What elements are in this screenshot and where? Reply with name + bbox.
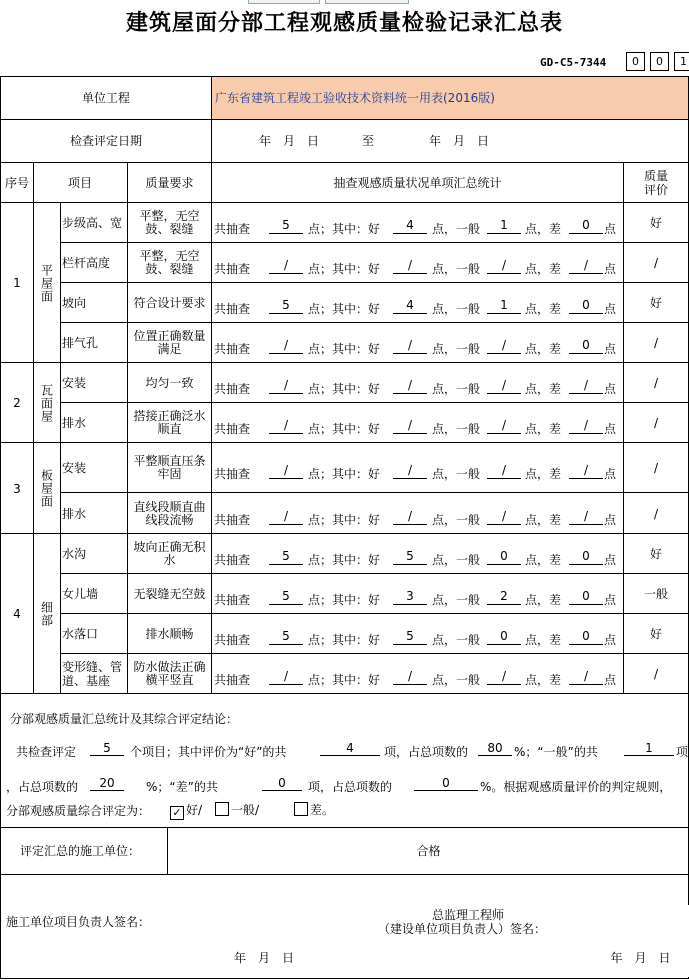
stat-label-bad: 点，差 — [525, 302, 562, 316]
checkbox-good[interactable]: ✓ — [170, 806, 184, 820]
stat-row — [212, 283, 623, 323]
code-box-2: 0 — [650, 52, 669, 71]
stat-row — [212, 574, 623, 614]
group-name — [33, 203, 60, 363]
summary-l2-d: %。根据观感质量评价的判定规则， — [480, 780, 672, 794]
stat-label-points: 点 — [604, 512, 617, 527]
stat-total-value[interactable]: 5 — [269, 549, 303, 565]
quality-evaluation: 好 — [649, 547, 662, 561]
stat-label-normal: 点，一般 — [432, 382, 481, 396]
quality-requirement: 平整，无空鼓、裂缝 — [139, 209, 200, 236]
item-name: 变形缝、管道、基座 — [62, 660, 123, 688]
stat-label-total: 共抽查 — [214, 342, 251, 356]
option-bad[interactable] — [294, 801, 334, 818]
stat-label-total: 共抽查 — [214, 467, 251, 481]
stat-bad-value[interactable]: 0 — [569, 298, 603, 314]
stat-label-bad: 点，差 — [525, 553, 562, 567]
option-normal[interactable] — [215, 801, 259, 818]
stat-bad-value[interactable]: 0 — [569, 629, 603, 645]
stat-label-normal: 点，一般 — [432, 262, 481, 276]
stat-label-bad: 点，差 — [525, 422, 562, 436]
summary-line-3 — [0, 797, 689, 821]
stat-total-value[interactable]: / — [269, 669, 303, 685]
header-req: 质量要求 — [145, 176, 194, 190]
code-box-3: 1 — [674, 52, 689, 71]
quality-requirement: 坡向正确无积水 — [133, 540, 206, 567]
stat-label-points: 点 — [604, 467, 617, 481]
summary-good-count: 4 — [320, 741, 380, 756]
stat-label-points: 点 — [604, 342, 617, 356]
unit-project-label: 单位工程 — [81, 91, 130, 105]
stat-label-bad: 点，差 — [525, 262, 562, 276]
item-name: 安装 — [62, 461, 87, 475]
stat-total-value[interactable]: 5 — [269, 589, 303, 605]
stat-label-good: 点；其中：好 — [308, 382, 381, 396]
stat-label-total: 共抽查 — [214, 633, 251, 647]
stat-bad-value[interactable]: 0 — [569, 589, 603, 605]
quality-requirement: 排水顺畅 — [145, 626, 194, 641]
stat-label-points: 点 — [604, 633, 617, 647]
checkbox-normal[interactable] — [215, 802, 229, 816]
stat-label-bad: 点，差 — [525, 467, 562, 481]
date-label: 检查评定日期 — [69, 134, 142, 148]
summary-bad-count: 0 — [262, 776, 302, 791]
stat-label-points: 点 — [604, 262, 617, 276]
stat-label-normal: 点，一般 — [432, 422, 481, 436]
item-name: 水沟 — [62, 547, 87, 561]
stat-label-points: 点 — [604, 593, 617, 607]
stat-label-points: 点 — [604, 302, 617, 316]
stat-label-normal: 点，一般 — [432, 512, 481, 527]
stat-label-good: 点；其中：好 — [308, 673, 381, 687]
stat-label-bad: 点，差 — [525, 673, 562, 687]
group-seq: 4 — [13, 607, 21, 621]
stat-label-normal: 点，一般 — [432, 222, 481, 236]
quality-requirement: 防水做法正确横平竖直 — [133, 660, 206, 687]
stat-normal-value[interactable]: / — [487, 669, 521, 685]
stat-label-total: 共抽查 — [214, 302, 251, 316]
group-name — [33, 363, 60, 443]
quality-evaluation: / — [653, 461, 659, 475]
stat-normal-value[interactable]: 1 — [487, 218, 521, 234]
summary-l1-a: 共检查评定 — [16, 745, 77, 759]
stat-label-good: 点；其中：好 — [308, 512, 381, 527]
stat-bad-value[interactable]: / — [569, 463, 603, 479]
stat-label-total: 共抽查 — [214, 422, 251, 436]
stat-normal-value[interactable]: 0 — [487, 629, 521, 645]
summary-heading: 分部观感质量汇总统计及其综合评定结论： — [10, 712, 239, 726]
stat-total-value[interactable]: / — [269, 463, 303, 479]
stat-label-points: 点 — [604, 553, 617, 567]
stat-good-value[interactable]: 4 — [393, 218, 427, 234]
option-bad-label: 差。 — [310, 803, 335, 817]
stat-normal-value[interactable]: 0 — [487, 549, 521, 565]
stat-label-points: 点 — [604, 382, 617, 396]
summary-l3-label: 分部观感质量综合评定为： — [6, 804, 151, 818]
option-good[interactable] — [170, 801, 202, 820]
sign-right-label-1: 总监理工程师 — [431, 908, 504, 922]
stat-label-total: 共抽查 — [214, 673, 251, 687]
stat-label-total: 共抽查 — [214, 593, 251, 607]
summary-bad-pct: 0 — [414, 776, 478, 791]
quality-evaluation: 好 — [649, 296, 662, 310]
stat-good-value[interactable]: / — [393, 463, 427, 479]
stat-bad-value[interactable]: 0 — [569, 218, 603, 234]
stat-normal-value[interactable]: 1 — [487, 298, 521, 314]
group-name-text: 细部 — [39, 601, 54, 627]
summary-l2-b: %；“差”的共 — [146, 780, 218, 794]
stat-row — [212, 243, 623, 283]
item-name: 安装 — [62, 376, 87, 390]
date-from: 年 月 日 — [258, 134, 319, 148]
stat-good-value[interactable]: 4 — [393, 298, 427, 314]
stat-label-normal: 点，一般 — [432, 673, 481, 687]
summary-l2-c: 项，占总项数的 — [308, 780, 393, 794]
item-name: 水落口 — [62, 627, 99, 641]
quality-requirement: 直线段顺直曲线段流畅 — [133, 499, 206, 527]
grid-line — [0, 978, 689, 979]
stat-total-value[interactable]: 5 — [269, 218, 303, 234]
stat-good-value[interactable]: / — [393, 378, 427, 394]
quality-evaluation: / — [653, 416, 659, 430]
stat-total-value[interactable]: 5 — [269, 298, 303, 314]
date-to: 年 月 日 — [428, 134, 489, 148]
summary-normal-count: 1 — [624, 741, 674, 756]
sign-right-date: 年 月 日 — [610, 951, 671, 965]
stat-bad-value[interactable]: 0 — [569, 338, 603, 354]
stat-label-total: 共抽查 — [214, 553, 251, 567]
sign-left-label: 施工单位项目负责人签名： — [6, 915, 151, 929]
stat-good-value[interactable]: / — [393, 418, 427, 434]
item-name: 排水 — [62, 416, 87, 430]
stat-normal-value[interactable]: / — [487, 378, 521, 394]
stat-label-good: 点；其中：好 — [308, 422, 381, 436]
stat-good-value[interactable]: / — [393, 258, 427, 274]
grid-line — [0, 874, 689, 875]
option-normal-label: 一般/ — [231, 803, 260, 817]
stat-good-value[interactable]: 3 — [393, 589, 427, 605]
quality-requirement: 均匀一致 — [145, 375, 194, 390]
stat-bad-value[interactable]: / — [569, 258, 603, 274]
stat-bad-value[interactable]: / — [569, 669, 603, 685]
quality-requirement: 无裂缝无空鼓 — [133, 586, 206, 601]
stat-label-normal: 点，一般 — [432, 593, 481, 607]
quality-evaluation: 好 — [649, 627, 662, 641]
construction-value: 合格 — [416, 843, 441, 858]
group-name-text: 平屋面 — [39, 263, 54, 303]
stat-row — [212, 203, 623, 243]
stat-total-value[interactable]: / — [269, 338, 303, 354]
stat-total-value[interactable]: / — [269, 258, 303, 274]
stat-row — [212, 534, 623, 574]
header-item: 项目 — [67, 176, 92, 190]
quality-evaluation: / — [653, 336, 659, 350]
stat-label-normal: 点，一般 — [432, 553, 481, 567]
stat-label-points: 点 — [604, 222, 617, 236]
stat-label-good: 点；其中：好 — [308, 222, 381, 236]
stat-label-points: 点 — [604, 422, 617, 436]
item-name: 排气孔 — [62, 336, 99, 350]
stat-label-bad: 点，差 — [525, 512, 562, 527]
quality-evaluation: 好 — [649, 216, 662, 230]
stat-normal-value[interactable]: / — [487, 258, 521, 274]
stat-label-good: 点；其中：好 — [308, 302, 381, 316]
stat-normal-value[interactable]: / — [487, 509, 521, 525]
stat-normal-value[interactable]: / — [487, 418, 521, 434]
page-title: 建筑屋面分部工程观感质量检验记录汇总表 — [125, 11, 563, 36]
header-eval: 质量评价 — [643, 169, 668, 197]
code-box-1: 0 — [626, 52, 645, 71]
stat-label-bad: 点，差 — [525, 222, 562, 236]
stat-normal-value[interactable]: / — [487, 338, 521, 354]
stat-label-normal: 点，一般 — [432, 633, 481, 647]
checkbox-bad[interactable] — [294, 802, 308, 816]
header-seq: 序号 — [4, 175, 29, 190]
sign-right-label-2: （建设单位项目负责人）签名： — [377, 922, 546, 936]
stat-row — [212, 403, 623, 443]
stat-good-value[interactable]: / — [393, 338, 427, 354]
quality-evaluation: / — [653, 256, 659, 270]
stat-row — [212, 614, 623, 654]
stat-good-value[interactable]: 5 — [393, 549, 427, 565]
stat-row — [212, 448, 623, 488]
item-name: 栏杆高度 — [62, 256, 111, 270]
stat-total-value[interactable]: / — [269, 509, 303, 525]
option-good-label: 好/ — [186, 803, 203, 817]
sign-left-date: 年 月 日 — [233, 951, 294, 965]
group-name — [33, 534, 60, 694]
stat-total-value[interactable]: / — [269, 418, 303, 434]
group-seq: 2 — [13, 396, 21, 410]
stat-label-total: 共抽查 — [214, 222, 251, 236]
stat-label-good: 点；其中：好 — [308, 593, 381, 607]
quality-evaluation: / — [653, 376, 659, 390]
stat-label-good: 点；其中：好 — [308, 633, 381, 647]
quality-evaluation: / — [653, 667, 659, 681]
stat-row — [212, 363, 623, 403]
stat-row — [212, 323, 623, 363]
group-name-text: 板屋面 — [39, 469, 54, 508]
stat-label-bad: 点，差 — [525, 342, 562, 356]
group-seq: 3 — [13, 481, 21, 496]
form-code: GD-C5-7344 — [540, 56, 607, 69]
stat-good-value[interactable]: 5 — [393, 629, 427, 645]
stat-label-total: 共抽查 — [214, 262, 251, 276]
quality-evaluation: / — [653, 506, 659, 521]
stat-total-value[interactable]: 5 — [269, 629, 303, 645]
quality-requirement: 平整顺直压条牢固 — [133, 454, 206, 481]
summary-l2-a: ，占总项数的 — [6, 780, 79, 794]
summary-l1-d: %；“一般”的共 — [514, 745, 598, 759]
group-name — [33, 443, 60, 534]
unit-project-value: 广东省建筑工程竣工验收技术资料统一用表(2016版) — [215, 91, 495, 105]
summary-line-1 — [0, 735, 689, 765]
quality-evaluation: 一般 — [643, 587, 668, 601]
stat-bad-value[interactable]: / — [569, 418, 603, 434]
group-seq: 1 — [13, 276, 21, 290]
stat-label-total: 共抽查 — [214, 382, 251, 396]
stat-good-value[interactable]: / — [393, 509, 427, 525]
quality-requirement: 搭接正确泛水顺直 — [133, 409, 206, 436]
stat-label-good: 点；其中：好 — [308, 467, 381, 481]
stat-label-normal: 点，一般 — [432, 467, 481, 481]
summary-line-2 — [0, 770, 689, 800]
stat-normal-value[interactable]: / — [487, 463, 521, 479]
item-name: 排水 — [62, 506, 87, 521]
summary-l1-e: 项 — [676, 745, 689, 759]
stat-label-bad: 点，差 — [525, 382, 562, 396]
stat-bad-value[interactable]: 0 — [569, 549, 603, 565]
item-name: 坡向 — [62, 296, 87, 310]
stat-label-normal: 点，一般 — [432, 342, 481, 356]
summary-total-count: 5 — [90, 741, 124, 756]
stat-bad-value[interactable]: / — [569, 509, 603, 525]
stat-row — [212, 494, 623, 534]
stat-normal-value[interactable]: 2 — [487, 589, 521, 605]
stat-good-value[interactable]: / — [393, 669, 427, 685]
stat-total-value[interactable]: / — [269, 378, 303, 394]
stat-label-good: 点；其中：好 — [308, 553, 381, 567]
group-name-text: 瓦面屋 — [39, 383, 54, 423]
quality-requirement: 平整，无空鼓、裂缝 — [139, 249, 200, 276]
stat-label-bad: 点，差 — [525, 593, 562, 607]
header-stat: 抽查观感质量状况单项汇总统计 — [333, 176, 502, 190]
date-to-label: 至 — [361, 134, 374, 148]
summary-good-pct: 80 — [478, 741, 512, 756]
quality-requirement: 符合设计要求 — [133, 295, 206, 310]
item-name: 女儿墙 — [62, 587, 99, 601]
summary-l1-b: 个项目；其中评价为“好”的共 — [130, 745, 287, 759]
summary-normal-pct: 20 — [90, 776, 124, 791]
grid-line — [60, 202, 61, 693]
stat-label-bad: 点，差 — [525, 633, 562, 647]
stat-row — [212, 654, 623, 694]
quality-requirement: 位置正确数量满足 — [133, 329, 206, 356]
stat-bad-value[interactable]: / — [569, 378, 603, 394]
stat-label-points: 点 — [604, 673, 617, 687]
stat-label-normal: 点，一般 — [432, 302, 481, 316]
stat-label-good: 点；其中：好 — [308, 342, 381, 356]
summary-l1-c: 项，占总项数的 — [384, 745, 469, 759]
construction-label: 评定汇总的施工单位： — [20, 843, 141, 858]
stat-label-total: 共抽查 — [214, 512, 251, 527]
stat-label-good: 点；其中：好 — [308, 262, 381, 276]
item-name: 步级高、宽 — [62, 216, 123, 230]
